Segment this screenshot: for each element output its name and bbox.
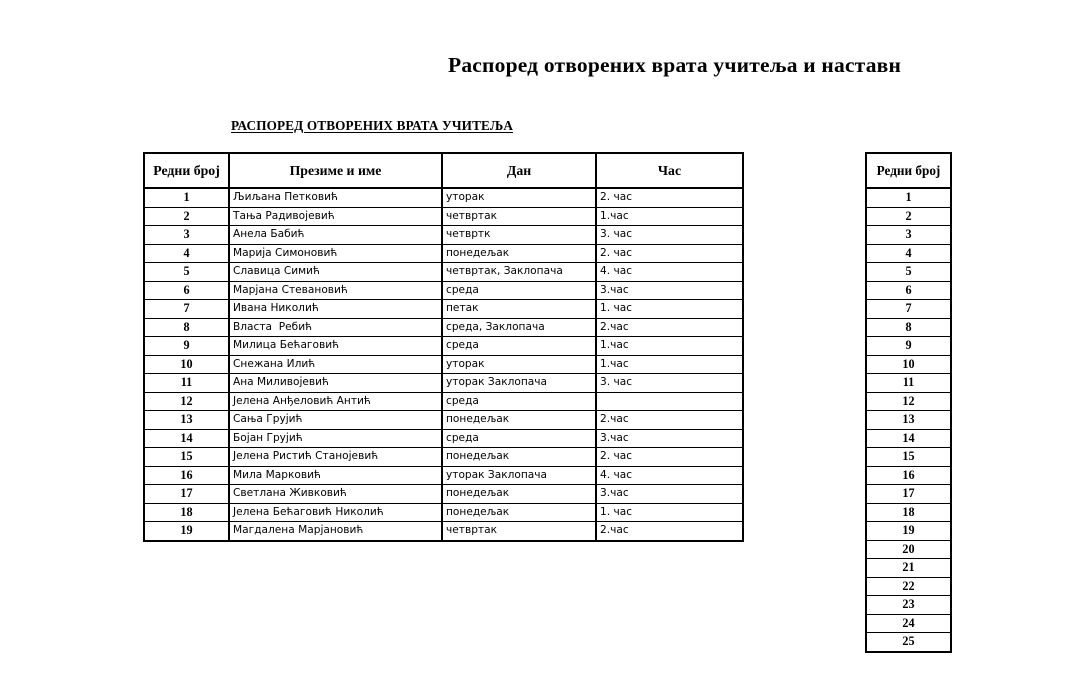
cell-hour: 2.час — [596, 411, 743, 430]
side-cell-ordinal: 23 — [866, 596, 951, 615]
side-table-row — [866, 281, 951, 300]
cell-day: среда — [442, 281, 596, 300]
table-row — [144, 207, 743, 226]
cell-hour: 2. час — [596, 188, 743, 207]
cell-hour: 1.час — [596, 207, 743, 226]
cell-hour — [596, 392, 743, 411]
cell-ordinal: 14 — [144, 429, 229, 448]
cell-ordinal: 19 — [144, 522, 229, 541]
table-row — [144, 503, 743, 522]
side-table-row — [866, 466, 951, 485]
table-row — [144, 281, 743, 300]
side-cell-ordinal: 18 — [866, 503, 951, 522]
cell-ordinal: 10 — [144, 355, 229, 374]
side-cell-ordinal: 16 — [866, 466, 951, 485]
cell-name: Ивана Николић — [229, 300, 442, 319]
side-table-row — [866, 263, 951, 282]
cell-day: четвртк — [442, 226, 596, 245]
side-cell-ordinal: 5 — [866, 263, 951, 282]
cell-name: Славица Симић — [229, 263, 442, 282]
table-row — [144, 429, 743, 448]
side-table-row — [866, 411, 951, 430]
table-row — [144, 374, 743, 393]
side-cell-ordinal: 1 — [866, 188, 951, 207]
cell-ordinal: 18 — [144, 503, 229, 522]
table-row — [144, 337, 743, 356]
table-row — [144, 411, 743, 430]
side-cell-ordinal: 20 — [866, 540, 951, 559]
side-table-header-row — [866, 153, 951, 188]
cell-day: понедељак — [442, 244, 596, 263]
table-row — [144, 466, 743, 485]
side-cell-ordinal: 7 — [866, 300, 951, 319]
table-header-row — [144, 153, 743, 188]
cell-hour: 3. час — [596, 226, 743, 245]
cell-name: Марјана Стевановић — [229, 281, 442, 300]
cell-ordinal: 17 — [144, 485, 229, 504]
cell-day: среда — [442, 337, 596, 356]
side-table-row — [866, 188, 951, 207]
cell-name: Јелена Ристић Станојевић — [229, 448, 442, 467]
table-row — [144, 263, 743, 282]
cell-name: Милица Бећаговић — [229, 337, 442, 356]
side-cell-ordinal: 14 — [866, 429, 951, 448]
cell-hour: 2.час — [596, 522, 743, 541]
cell-ordinal: 7 — [144, 300, 229, 319]
side-table-row — [866, 337, 951, 356]
cell-day: четвртак — [442, 522, 596, 541]
column-header-hour: Час — [596, 153, 743, 188]
cell-ordinal: 1 — [144, 188, 229, 207]
side-cell-ordinal: 19 — [866, 522, 951, 541]
cell-hour: 2. час — [596, 244, 743, 263]
table-row — [144, 448, 743, 467]
side-cell-ordinal: 13 — [866, 411, 951, 430]
cell-hour: 3.час — [596, 485, 743, 504]
cell-day: уторак Заклопача — [442, 374, 596, 393]
cell-name: Тања Радивојевић — [229, 207, 442, 226]
column-header-day: Дан — [442, 153, 596, 188]
cell-day: понедељак — [442, 503, 596, 522]
side-table-row — [866, 614, 951, 633]
cell-name: Мила Марковић — [229, 466, 442, 485]
cell-day: среда — [442, 392, 596, 411]
side-table-row — [866, 392, 951, 411]
cell-ordinal: 16 — [144, 466, 229, 485]
side-column-header-ordinal: Редни број — [866, 153, 951, 188]
cell-ordinal: 8 — [144, 318, 229, 337]
cell-hour: 1. час — [596, 503, 743, 522]
cell-day: четвртак, Заклопача — [442, 263, 596, 282]
cell-ordinal: 4 — [144, 244, 229, 263]
cell-ordinal: 9 — [144, 337, 229, 356]
cell-name: Љиљана Петковић — [229, 188, 442, 207]
cell-ordinal: 13 — [144, 411, 229, 430]
page-title-clip — [0, 50, 958, 84]
cell-day: четвртак — [442, 207, 596, 226]
page-title: Распоред отворених врата учитеља и наставн — [448, 53, 902, 77]
table-row — [144, 392, 743, 411]
cell-hour: 3. час — [596, 374, 743, 393]
cell-ordinal: 11 — [144, 374, 229, 393]
cell-hour: 2. час — [596, 448, 743, 467]
cell-name: Магдалена Марјановић — [229, 522, 442, 541]
cell-name: Анела Бабић — [229, 226, 442, 245]
cell-name: Бојан Грујић — [229, 429, 442, 448]
table-row — [144, 226, 743, 245]
side-table-row — [866, 300, 951, 319]
side-cell-ordinal: 2 — [866, 207, 951, 226]
table-row — [144, 188, 743, 207]
side-table-row — [866, 448, 951, 467]
side-table-row — [866, 522, 951, 541]
side-cell-ordinal: 12 — [866, 392, 951, 411]
cell-name: Јелена Анђеловић Антић — [229, 392, 442, 411]
cell-name: Светлана Живковић — [229, 485, 442, 504]
side-cell-ordinal: 17 — [866, 485, 951, 504]
side-cell-ordinal: 22 — [866, 577, 951, 596]
side-cell-ordinal: 10 — [866, 355, 951, 374]
ordinal-list-table — [865, 152, 952, 653]
side-table-row — [866, 318, 951, 337]
cell-name: Сања Грујић — [229, 411, 442, 430]
table-row — [144, 318, 743, 337]
side-table-row — [866, 226, 951, 245]
cell-ordinal: 3 — [144, 226, 229, 245]
cell-hour: 2.час — [596, 318, 743, 337]
cell-hour: 1.час — [596, 337, 743, 356]
side-cell-ordinal: 6 — [866, 281, 951, 300]
table-row — [144, 300, 743, 319]
section-subtitle: РАСПОРЕД ОТВОРЕНИХ ВРАТА УЧИТЕЉА — [231, 118, 514, 133]
cell-ordinal: 12 — [144, 392, 229, 411]
table-row — [144, 355, 743, 374]
cell-name: Власта Ребић — [229, 318, 442, 337]
side-table-row — [866, 503, 951, 522]
cell-hour: 3.час — [596, 429, 743, 448]
table-row — [144, 244, 743, 263]
column-header-name: Презиме и име — [229, 153, 442, 188]
side-table-row — [866, 374, 951, 393]
column-header-ordinal: Редни број — [144, 153, 229, 188]
cell-hour: 1. час — [596, 300, 743, 319]
teacher-schedule-table — [143, 152, 744, 542]
side-cell-ordinal: 11 — [866, 374, 951, 393]
cell-day: уторак — [442, 188, 596, 207]
side-cell-ordinal: 15 — [866, 448, 951, 467]
cell-ordinal: 6 — [144, 281, 229, 300]
side-table-row — [866, 540, 951, 559]
cell-day: понедељак — [442, 411, 596, 430]
side-table-row — [866, 244, 951, 263]
side-table-row — [866, 559, 951, 578]
side-table-row — [866, 355, 951, 374]
table-row — [144, 485, 743, 504]
side-table-row — [866, 207, 951, 226]
cell-day: понедељак — [442, 485, 596, 504]
side-cell-ordinal: 3 — [866, 226, 951, 245]
cell-day: петак — [442, 300, 596, 319]
cell-day: среда — [442, 429, 596, 448]
cell-ordinal: 15 — [144, 448, 229, 467]
cell-name: Ана Миливојевић — [229, 374, 442, 393]
cell-hour: 3.час — [596, 281, 743, 300]
cell-day: среда, Заклопача — [442, 318, 596, 337]
side-cell-ordinal: 24 — [866, 614, 951, 633]
cell-day: уторак Заклопача — [442, 466, 596, 485]
cell-day: понедељак — [442, 448, 596, 467]
cell-name: Снежана Илић — [229, 355, 442, 374]
cell-day: уторак — [442, 355, 596, 374]
side-table-row — [866, 633, 951, 652]
cell-name: Марија Симоновић — [229, 244, 442, 263]
side-table-row — [866, 577, 951, 596]
cell-ordinal: 2 — [144, 207, 229, 226]
cell-hour: 4. час — [596, 466, 743, 485]
side-table-row — [866, 485, 951, 504]
side-cell-ordinal: 9 — [866, 337, 951, 356]
side-cell-ordinal: 4 — [866, 244, 951, 263]
cell-ordinal: 5 — [144, 263, 229, 282]
cell-hour: 4. час — [596, 263, 743, 282]
side-cell-ordinal: 8 — [866, 318, 951, 337]
side-cell-ordinal: 21 — [866, 559, 951, 578]
cell-hour: 1.час — [596, 355, 743, 374]
table-row — [144, 522, 743, 541]
side-table-row — [866, 429, 951, 448]
side-cell-ordinal: 25 — [866, 633, 951, 652]
cell-name: Јелена Бећаговић Николић — [229, 503, 442, 522]
side-table-row — [866, 596, 951, 615]
